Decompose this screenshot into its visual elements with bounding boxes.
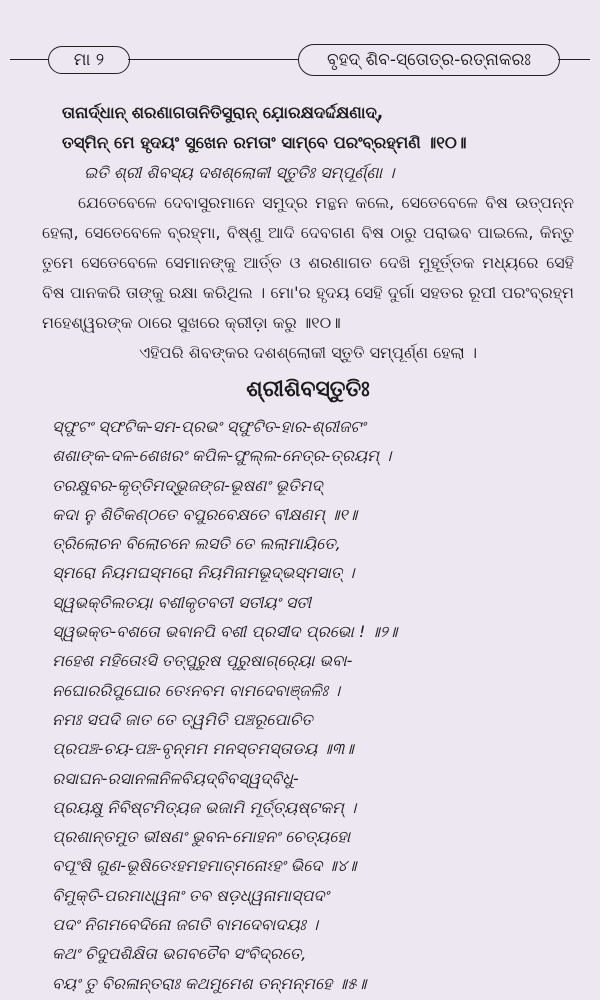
stuti-line: ତରକ୍ଷୁବର-କୃତ୍ତିମଦ୍‌ଭୁଜଙ୍ଗ-ଭୂଷଣଂ ଭୂତିମଦ୍ <box>52 475 323 495</box>
page-number: ମା ୨ <box>48 46 130 74</box>
header-rule-right <box>558 59 590 60</box>
stuti-line: ସ୍ମରୋ ନିୟମଘସ୍ମରୋ ନିୟମିନାମଭୂଦ୍‌ଭସ୍ମସାତ୍ । <box>52 563 355 583</box>
stuti-line: ସ୍ୱଭକ୍ତିଲତୟା ବଶୀକୃତବତୀ ସତୀୟଂ ସତୀ <box>52 592 312 612</box>
verse-line: ତସ୍ମିନ୍ ମେ ହୃଦୟଂ ସୁଖେନ ରମତାଂ ସାମ୍ବେ ପରଂବ୍ରହ୍ମଣି ॥୧୦॥ <box>62 133 467 152</box>
running-header <box>10 42 590 78</box>
header-rule-middle <box>128 59 298 60</box>
colophon: ଇତି ଶ୍ରୀ ଶିବସ୍ୟ ଦଶଶ୍ଲୋକୀ ସ୍ତୁତିଃ ସମ୍ପୂର୍ଣ୍ଣା । <box>84 163 395 182</box>
stuti-line: ସ୍ଫୁଟଂ ସ୍ଫଟିକ-ସମ-ପ୍ରଭଂ ସ୍ଫୁଟିତ-ହାର-ଶ୍ରୀଜଟଂ <box>52 417 366 436</box>
stuti-line: ବିମୁକ୍ତି-ପରମାଧ୍ୱନାଂ ତବ ଷଡ଼ଧ୍ୱନାମାସ୍ପଦଂ <box>52 885 329 905</box>
stuti-line: ପ୍ରୟକ୍ଷୁ ନିବିଷ୍ଟମିତ୍ୟଜ ଭଜାମି ମୂର୍ତ୍ତ୍ୟଷ୍ଟକମ୍ । <box>52 797 357 817</box>
stuti-line: କଦା ନୁ ଶିତିକଣ୍ଠତେ ବପୁରବେକ୍ଷତେ ବୀକ୍ଷଣମ୍ ॥୧॥ <box>52 504 358 524</box>
stuti-line: ଶଶାଙ୍କ-ଦଳ-ଶେଖରଂ କପିଳ-ଫୁଲ୍ଲ-ନେତ୍ର-ତ୍ରୟମ୍ । <box>52 446 392 466</box>
stuti-verses <box>52 412 582 998</box>
stuti-line: ପଦଂ ନିଗମବେଦିନୋ ଜଗତି ବାମଦେବାଦୟଃ । <box>52 915 319 935</box>
stuti-line: ବୟଂ ତୁ ବିରଳାନ୍ତରାଃ କଥମୁମେଶ ତନ୍ମନ୍ମହେ ॥୫॥ <box>52 973 367 993</box>
stuti-line: ନଘୋରରିପୁଘୋର ତେଽନବମ ବାମଦେବାଞ୍ଜଳିଃ । <box>52 680 341 700</box>
stuti-line: ତ୍ରିଲୋଚନ ବିଲୋଚନେ ଲସତି ତେ ଲଲାମାୟିତେ, <box>52 534 341 554</box>
stuti-line: ନମଃ ସପଦି ଜାତ ତେ ତ୍ୱମିତି ପଞ୍ଚରୂପୋଚିତ <box>52 709 313 729</box>
stuti-line: ବପୂଂଷି ଗୁଣ-ଭୂଷିତେଽହମହମାତ୍ମନୋଽହଂ ଭିଦେ ॥୪॥ <box>52 856 357 876</box>
prose-translation <box>42 188 574 338</box>
verse-block <box>62 98 582 158</box>
header-rule-left <box>10 59 48 60</box>
prose-paragraph: ଯେତେବେଳେ ଦେବାସୁରମାନେ ସମୁଦ୍ର ମନ୍ଥନ କଲେ, ସେତେବେଳେ ବିଷ ଉତ୍ପନ୍ନ ହେଲା, ସେତେବେଳେ ବ୍ରହ୍ମା, ବିଷ୍ଣୁ ଆଦି ଦେବଗଣ ବିଷ ଠାରୁ ପରାଭବ ପାଇଲେ, କିନ୍ତୁ ତୁମେ ସେତେବେଳେ ସେମାନଙ୍କୁ ଆର୍ତ୍ତ ଓ ଶରଣାଗତ ଦେଖି ମୁହୂର୍ତ୍ତକ ମଧ୍ୟରେ ସେହି ବିଷ ପାନକରି ତାଙ୍କୁ ରକ୍ଷା କରିଥିଲ । ମୋ'ର ହୃଦୟ ସେହି ଦୁର୍ଗା ସହତର ରୂପୀ ପରଂବ୍ରହ୍ମ ମହେଶ୍ୱରଙ୍କ ଠାରେ ସୁଖରେ କ୍ରୀଡ଼ା କରୁ ॥୧୦॥ <box>42 193 574 332</box>
stuti-line: ପ୍ରଶାନ୍ତମୁତ ଭୀଷଣଂ ଭୁବନ-ମୋହନଂ ଚେତ୍ୟହୋ <box>52 827 351 847</box>
verse-line: ତାନାର୍ଦ୍ଧାନ୍ ଶରଣାଗତାନିତିସୁରାନ୍ ଯୋ଼ରକ୍ଷଦର୍ଦ୍ଦକ୍ଷଣାଦ୍, <box>62 103 384 122</box>
closing-line: ଏହିପରି ଶିବଙ୍କର ଦଶଶ୍ଲୋକୀ ସ୍ତୁତି ସମ୍ପୂର୍ଣ୍ଣ ହେଲା । <box>138 343 478 362</box>
book-title: ବୃହଦ୍ ଶିବ-ସ୍ତୋତ୍ର-ରତ୍ନାକରଃ <box>298 44 560 76</box>
stuti-line: ରସାଘନ-ରସାନଳାନିଳବିୟଦ୍‌ବିବସ୍ୱଦ୍‌ବିଧୁ- <box>52 768 299 788</box>
page-content <box>42 98 582 998</box>
stuti-line: ସ୍ୱଭକ୍ତ-ବଶତୋ ଭବାନପି ବଶୀ ପ୍ରସୀଦ ପ୍ରଭୋ ! ॥୨॥ <box>52 622 398 642</box>
stuti-line: ମହେଶ ମହିତୋଽସି ତତ୍ପୁରୁଷ ପୂରୁଷାଗ୍ର୍ୟୋ ଭବା- <box>52 651 353 671</box>
stuti-line: କଥଂ ଚିଦୁପଶିକ୍ଷିତା ଭଗବତୈବ ସଂବିଦ୍ରତେ, <box>52 944 307 964</box>
section-title: ଶ୍ରୀଶିବସ୍ତୁତିଃ <box>246 377 370 402</box>
stuti-line: ପ୍ରପଞ୍ଚ-ଚୟ-ପଞ୍ଚ-ବୃନ୍ମମ ମନସ୍ତମସ୍ତାଡୟ ॥୩॥ <box>52 739 354 759</box>
